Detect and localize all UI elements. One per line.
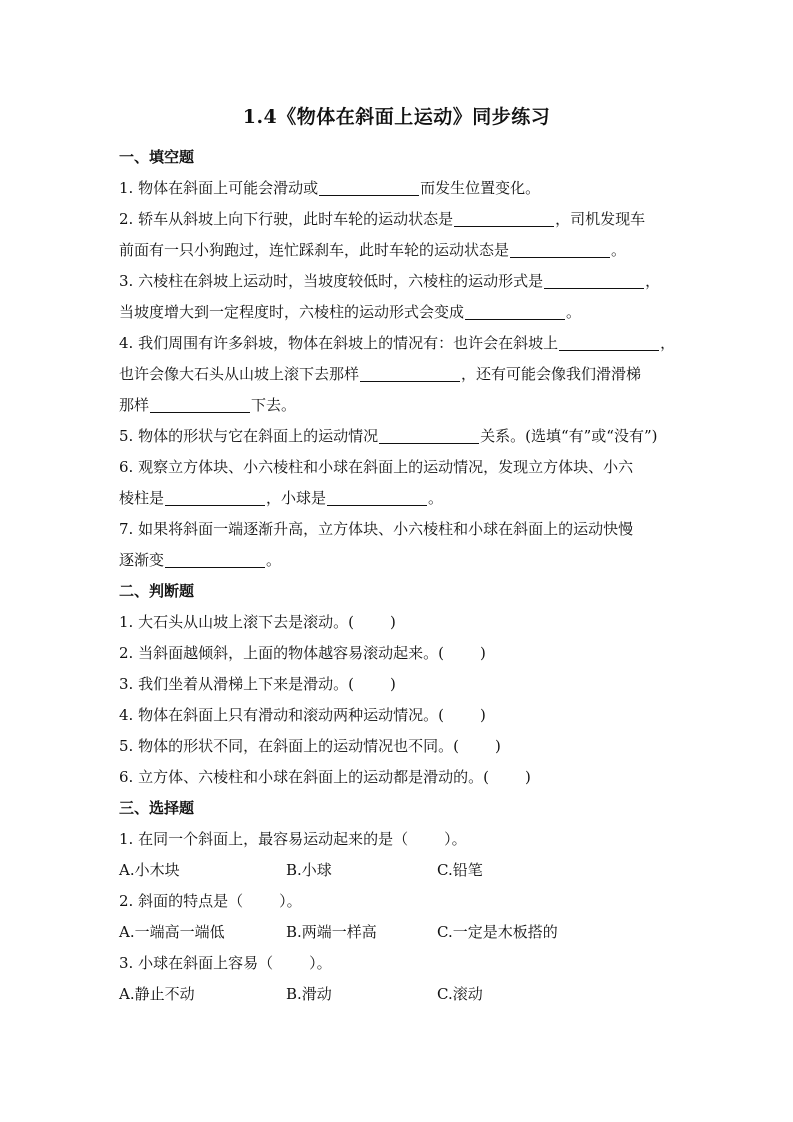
question-text: ）。 [279, 892, 302, 910]
answer-blank[interactable] [360, 364, 460, 382]
fill-line-7 [119, 359, 679, 390]
question-text: 7. 如果将斜面一端逐渐升高，立方体块、小六棱柱和小球在斜面上的运动快慢 [119, 520, 634, 538]
judge-item-5 [119, 731, 679, 762]
question-text: ，小球是 [266, 489, 327, 507]
question-text: 6. 立方体、六棱柱和小球在斜面上的运动都是滑动的。( [119, 768, 489, 786]
question-text: 4. 物体在斜面上只有滑动和滚动两种运动情况。( [119, 706, 444, 724]
page-title: 1.4《物体在斜面上运动》同步练习 [242, 106, 551, 128]
question-text: 3. 我们坐着从滑梯上下来是滑动。( [119, 675, 354, 693]
fill-line-3 [119, 235, 679, 266]
fill-line-1 [119, 173, 679, 204]
question-text: 1. 在同一个斜面上，最容易运动起来的是（ [119, 830, 409, 848]
option-a[interactable]: A.静止不动 [119, 985, 195, 1003]
question-text: 关系。(选填“有”或“没有”) [480, 427, 658, 445]
judge-item-2 [119, 638, 679, 669]
question-text: 那样 [119, 396, 150, 414]
question-text: ）。 [444, 830, 467, 848]
option-b[interactable]: B.小球 [286, 861, 332, 879]
question-text: ) [479, 706, 486, 724]
section-heading-judge: 二、判断题 [119, 582, 195, 600]
question-text: 。 [611, 241, 627, 259]
answer-blank[interactable] [165, 550, 265, 568]
answer-blank[interactable] [559, 333, 659, 351]
question-text: 逐渐变 [119, 551, 165, 569]
question-text: 。 [266, 551, 282, 569]
question-text: 棱柱是 [119, 489, 165, 507]
answer-blank[interactable] [510, 240, 610, 258]
section-heading-fill: 一、填空题 [119, 148, 195, 166]
choice-options-1 [119, 855, 679, 886]
judge-item-3 [119, 669, 679, 700]
judge-item-6 [119, 762, 679, 793]
question-text: 。 [428, 489, 444, 507]
section-heading-choice: 三、选择题 [119, 799, 195, 817]
question-text: ， [660, 334, 676, 352]
answer-blank[interactable] [379, 426, 479, 444]
judge-item-1 [119, 607, 679, 638]
choice-options-2 [119, 917, 679, 948]
question-text: 3. 六棱柱在斜坡上运动时，当坡度较低时，六棱柱的运动形式是 [119, 272, 544, 290]
question-text: 2. 轿车从斜坡上向下行驶，此时车轮的运动状态是 [119, 210, 454, 228]
judge-item-4 [119, 700, 679, 731]
question-text: 1. 大石头从山坡上滚下去是滚动。( [119, 613, 354, 631]
answer-blank[interactable] [327, 488, 427, 506]
fill-line-6 [119, 328, 679, 359]
question-text: ) [524, 768, 531, 786]
question-text: 2. 当斜面越倾斜，上面的物体越容易滚动起来。( [119, 644, 444, 662]
answer-blank[interactable] [150, 395, 250, 413]
question-text: ， [645, 272, 661, 290]
option-c[interactable]: C.铅笔 [437, 861, 483, 879]
question-text: ）。 [309, 954, 332, 972]
fill-line-11 [119, 483, 679, 514]
question-text: 而发生位置变化。 [420, 179, 541, 197]
fill-line-2 [119, 204, 679, 235]
choice-options-3 [119, 979, 679, 1010]
question-text: 3. 小球在斜面上容易（ [119, 954, 274, 972]
fill-line-4 [119, 266, 679, 297]
question-text: ) [479, 644, 486, 662]
question-text: 也许会像大石头从山坡上滚下去那样 [119, 365, 360, 383]
answer-blank[interactable] [465, 302, 565, 320]
question-text: 2. 斜面的特点是（ [119, 892, 244, 910]
option-b[interactable]: B.两端一样高 [286, 923, 377, 941]
option-b[interactable]: B.滑动 [286, 985, 332, 1003]
answer-blank[interactable] [319, 178, 419, 196]
option-c[interactable]: C.滚动 [437, 985, 483, 1003]
fill-line-13 [119, 545, 679, 576]
question-text: 。 [566, 303, 582, 321]
question-text: 当坡度增大到一定程度时，六棱柱的运动形式会变成 [119, 303, 465, 321]
question-text: 4. 我们周围有许多斜坡，物体在斜坡上的情况有：也许会在斜坡上 [119, 334, 559, 352]
option-c[interactable]: C.一定是木板搭的 [437, 923, 558, 941]
choice-stem-1 [119, 824, 679, 855]
question-text: 5. 物体的形状与它在斜面上的运动情况 [119, 427, 379, 445]
choice-stem-2 [119, 886, 679, 917]
question-text: 1. 物体在斜面上可能会滑动或 [119, 179, 319, 197]
question-text: 前面有一只小狗跑过，连忙踩刹车，此时车轮的运动状态是 [119, 241, 510, 259]
question-text: ，还有可能会像我们滑滑梯 [461, 365, 642, 383]
fill-line-9 [119, 421, 679, 452]
worksheet-content [119, 142, 679, 1010]
question-text: ) [389, 613, 396, 631]
question-text: 下去。 [251, 396, 297, 414]
question-text: 5. 物体的形状不同，在斜面上的运动情况也不同。( [119, 737, 459, 755]
question-text: ) [389, 675, 396, 693]
fill-line-10 [119, 452, 679, 483]
fill-line-5 [119, 297, 679, 328]
answer-blank[interactable] [165, 488, 265, 506]
question-text: ) [494, 737, 501, 755]
choice-stem-3 [119, 948, 679, 979]
fill-line-12 [119, 514, 679, 545]
question-text: 6. 观察立方体块、小六棱柱和小球在斜面上的运动情况，发现立方体块、小六 [119, 458, 634, 476]
fill-line-8 [119, 390, 679, 421]
option-a[interactable]: A.一端高一端低 [119, 923, 225, 941]
answer-blank[interactable] [454, 209, 554, 227]
option-a[interactable]: A.小木块 [119, 861, 180, 879]
question-text: ，司机发现车 [555, 210, 646, 228]
answer-blank[interactable] [544, 271, 644, 289]
